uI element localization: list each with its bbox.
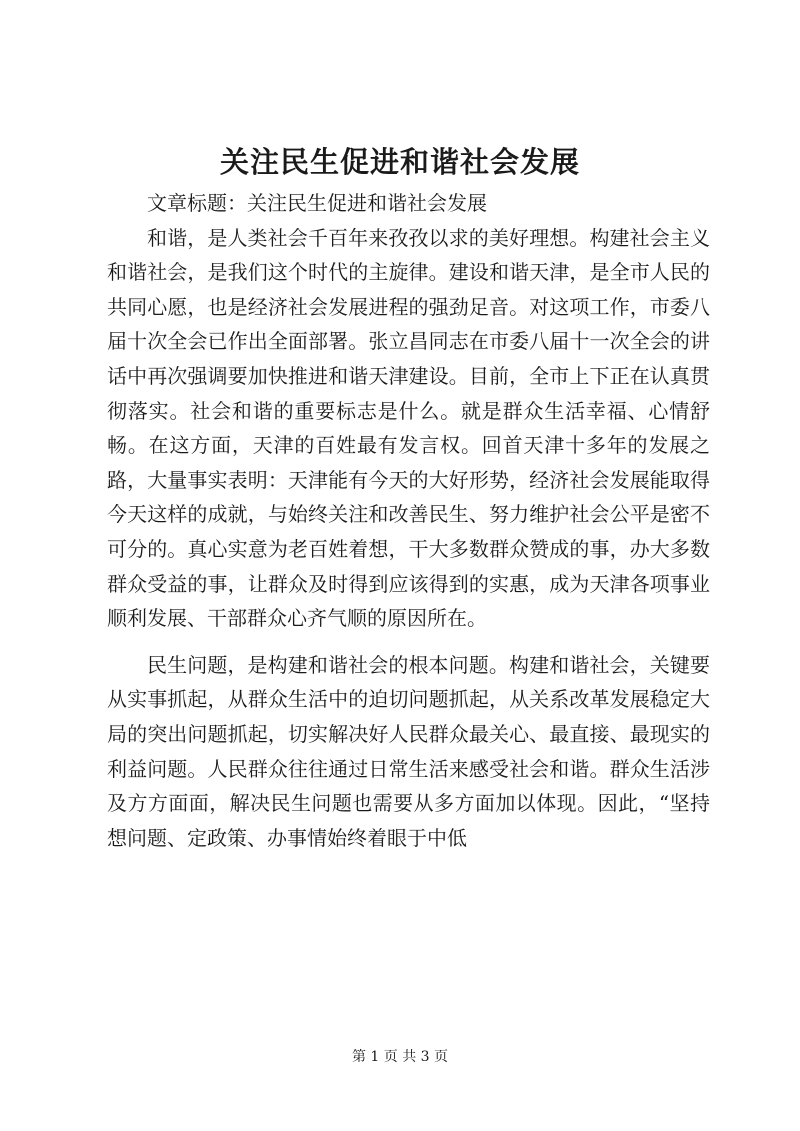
- document-body: [107, 186, 710, 855]
- subtitle-line: 文章标题：关注民生促进和谐社会发展: [147, 191, 487, 215]
- paragraph-1: 和谐，是人类社会千百年来孜孜以求的美好理想。构建社会主义和谐社会，是我们这个时代的主旋律。建设和谐天津，是全市人民的共同心愿，也是经济社会发展进程的强劲足音。对这项工作，市委八届十次全会已作出全面部署。张立昌同志在市委八届十一次全会的讲话中再次强调要加快推进和谐天津建设。目前，全市上下正在认真贯彻落实。社会和谐的重要标志是什么。就是群众生活幸福、心情舒畅。在这方面，天津的百姓最有发言权。回首天津十多年的发展之路，大量事实表明：天津能有今天的大好形势，经济社会发展能取得今天这样的成就，与始终关注和改善民生、努力维护社会公平是密不可分的。真心实意为老百姓着想，干大多数群众赞成的事，办大多数群众受益的事，让群众及时得到应该得到的实惠，成为天津各项事业顺利发展、干部群众心齐气顺的原因所在。: [107, 225, 710, 631]
- paragraph-2: 民生问题，是构建和谐社会的根本问题。构建和谐社会，关键要从实事抓起，从群众生活中的迫切问题抓起，从关系改革发展稳定大局的突出问题抓起，切实解决好人民群众最关心、最直接、最现实的利益问题。人民群众往往通过日常生活来感受社会和谐。群众生活涉及方方面面，解决民生问题也需要从多方面加以体现。因此，“坚持想问题、定政策、办事情始终着眼于中低: [107, 652, 710, 850]
- document-title: 关注民生促进和谐社会发展: [219, 145, 580, 179]
- page-footer: 第 1 页 共 3 页: [351, 1049, 449, 1065]
